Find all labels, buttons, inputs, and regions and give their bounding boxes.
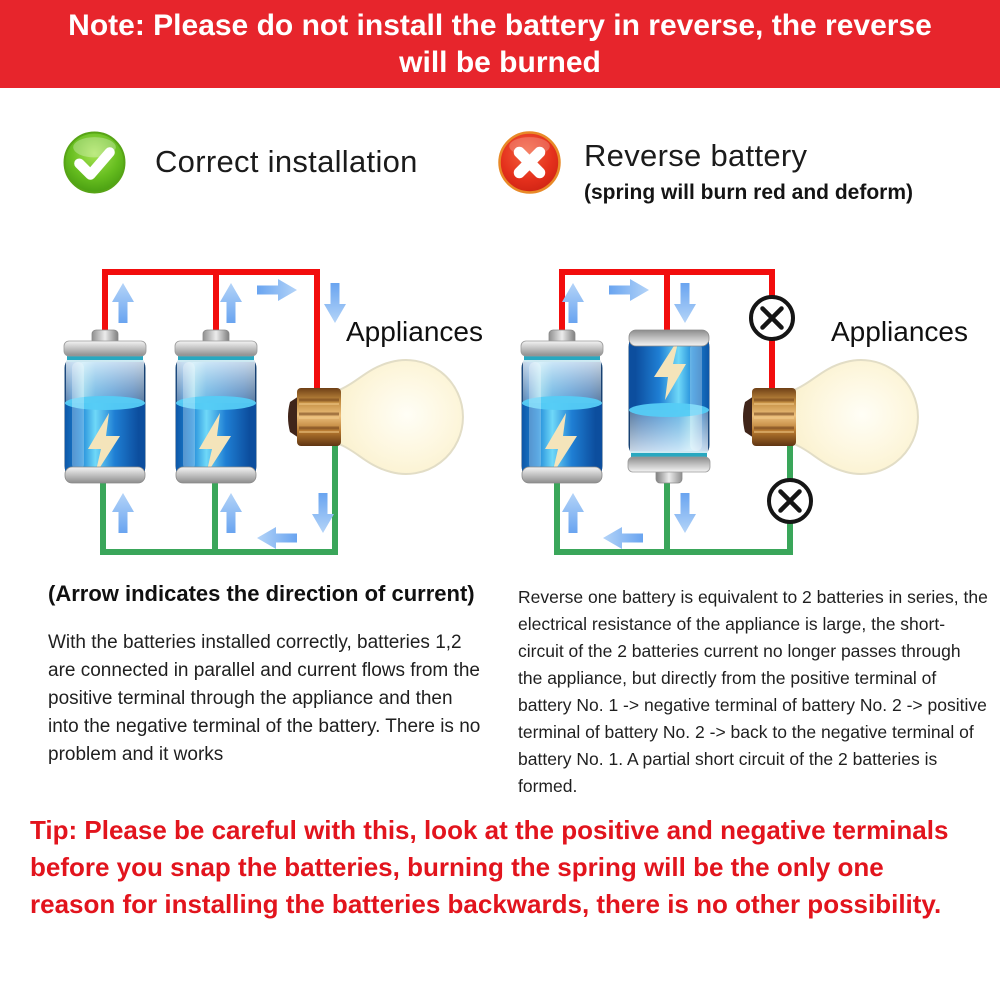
correct-description: With the batteries installed correctly, batteries 1,2 are connected in parallel and current flows from the positive terminal through the appliance and then into the negative terminal of the battery. There is no problem and it works: [48, 632, 481, 765]
circuit-diagram-reverse: [510, 255, 990, 565]
cross-circle-icon: [497, 130, 562, 195]
warning-banner-text: Note: Please do not install the battery in reverse, the reverse will be burned: [68, 9, 932, 79]
battery-2: [175, 330, 257, 483]
reverse-header-text: [584, 130, 913, 205]
warning-banner: [0, 0, 1000, 88]
reverse-title: Reverse battery: [584, 138, 808, 173]
battery-2-reversed: [628, 330, 710, 483]
no-current-icon-top: [751, 297, 793, 339]
reverse-description: Reverse one battery is equivalent to 2 batteries in series, the electrical resistance of the appliance is large, the short-circuit of the 2 batteries current no longer passes through the appliance, but directly from the positive terminal of battery No. 1 -> negative terminal of battery No. 2 -> positive terminal of battery No. 2 -> back to the negative terminal of battery No. 1. A partial short circuit of the 2 batteries is formed.: [518, 587, 988, 796]
circuit-diagram-correct: [55, 255, 500, 565]
arrow-note-heading: (Arrow indicates the direction of current): [48, 581, 475, 606]
correct-header: [62, 130, 418, 195]
tip-text: Tip: Please be careful with this, look at the positive and negative terminals before you snap the batteries, burning the spring will be the only one reason for installing the batteries backwards, there is no other possibility.: [30, 815, 949, 919]
check-circle-icon: [62, 130, 127, 195]
appliances-label-reverse: Appliances: [831, 316, 968, 347]
appliances-label-correct: Appliances: [346, 316, 483, 347]
correct-title: Correct installation: [155, 144, 418, 179]
battery-1: [521, 330, 603, 483]
no-current-icon-bottom: [769, 480, 811, 522]
reverse-header: [497, 130, 913, 205]
battery-1: [64, 330, 146, 483]
reverse-subtitle: (spring will burn red and deform): [584, 181, 914, 204]
